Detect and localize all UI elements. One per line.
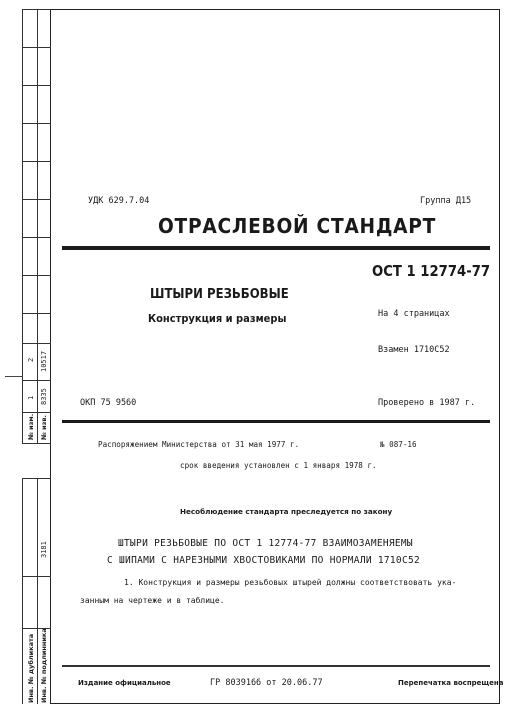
- replaces-norm: Взамен 1710С52: [378, 345, 450, 355]
- title-rule: [62, 246, 490, 250]
- registration-number: ГР 8039166 от 20.06.77: [210, 678, 323, 688]
- official-edition: Издание официальное: [78, 679, 171, 687]
- paragraph-line2: занным на чертеже и в таблице.: [80, 596, 225, 605]
- section-rule: [62, 420, 490, 423]
- effective-date: срок введения установлен с 1 января 1978 г.: [180, 461, 377, 470]
- notice-number-1: 8335: [40, 388, 48, 405]
- order-number: № 087-16: [380, 440, 417, 449]
- label-notice-number: № изв.: [40, 415, 48, 440]
- label-change-number: № изм.: [27, 413, 35, 440]
- label-duplicate-inventory: Инв. № дубликата: [27, 633, 35, 703]
- reprint-prohibited: Перепечатка воспрещена: [398, 679, 504, 687]
- order-text: Распоряжением Министерства от 31 мая 1977 г.: [98, 440, 300, 449]
- checked-year: Проверено в 1987 г.: [378, 398, 476, 408]
- standard-subject: ШТЫРИ РЕЗЬБОВЫЕ: [150, 287, 289, 302]
- document-title: ОТРАСЛЕВОЙ СТАНДАРТ: [158, 214, 437, 238]
- notice-number-2: 10517: [40, 350, 48, 372]
- margin-tick: [5, 376, 22, 377]
- body-heading-line2: С ШИПАМИ С НАРЕЗНЫМИ ХВОСТОВИКАМИ ПО НОРМАЛИ 1710С52: [107, 555, 421, 566]
- law-notice: Несоблюдение стандарта преследуется по закону: [180, 507, 393, 516]
- standard-number: ОСТ 1 12774-77: [372, 262, 491, 280]
- revision-2: 2: [27, 357, 35, 362]
- standard-subtitle: Конструкция и размеры: [148, 312, 287, 325]
- body-heading-line1: ШТЫРИ РЕЗЬБОВЫЕ ПО ОСТ 1 12774-77 ВЗАИМОЗАМЕНЯЕМЫ: [118, 538, 413, 549]
- okp-code: ОКП 75 9560: [80, 398, 137, 408]
- inventory-number: 3181: [40, 541, 48, 558]
- label-original-inventory: Инв. № подлинника: [40, 628, 48, 703]
- udk-code: УДК 629.7.04: [88, 196, 150, 206]
- paragraph-line1: 1. Конструкция и размеры резьбовых штырей должны соответствовать ука-: [124, 578, 457, 587]
- page-count: На 4 страницах: [378, 309, 450, 319]
- group-code: Группа Д15: [420, 196, 472, 206]
- margin-grid-top: [22, 9, 51, 377]
- revision-1: 1: [27, 395, 35, 400]
- footer-rule: [62, 665, 490, 667]
